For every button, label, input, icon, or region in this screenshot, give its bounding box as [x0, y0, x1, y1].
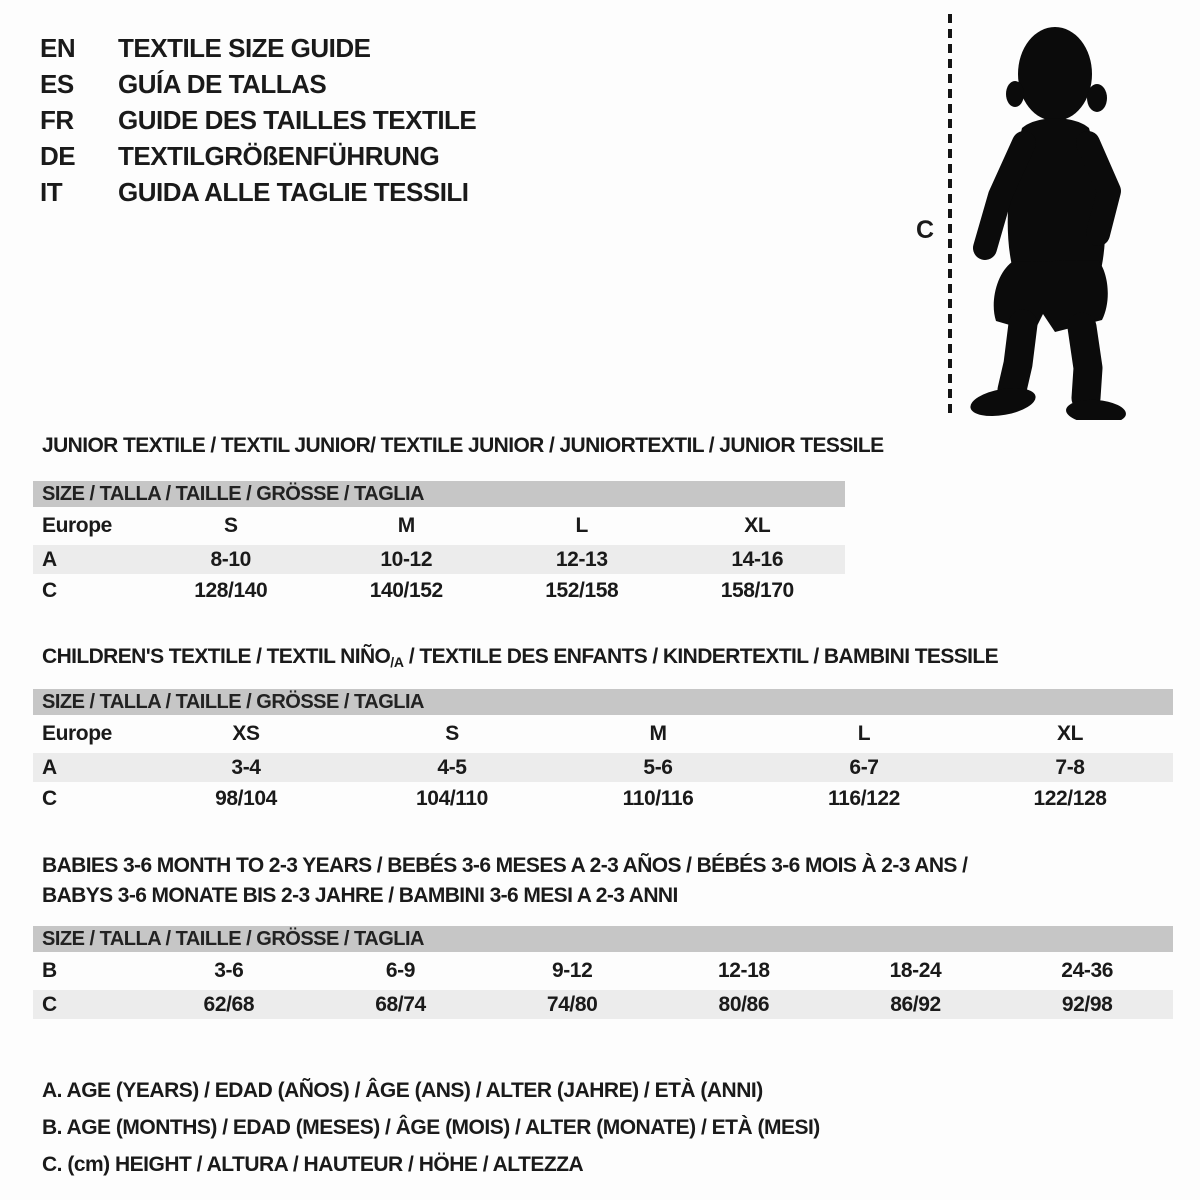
- table-row-europe: [33, 507, 845, 545]
- age-cell: 14-16: [731, 547, 784, 571]
- row-label: A: [42, 755, 57, 779]
- height-cell: 122/128: [1033, 787, 1107, 810]
- height-cell: 80/86: [718, 992, 770, 1016]
- height-cell: 86/92: [890, 992, 941, 1016]
- row-label: A: [42, 547, 57, 571]
- row-label: Europe: [42, 722, 112, 745]
- row-label: B: [42, 959, 57, 982]
- months-cell: 12-18: [717, 959, 770, 982]
- toddler-silhouette-icon: [962, 10, 1147, 420]
- table-row-age: [33, 753, 1173, 782]
- children-section-title: [42, 644, 998, 675]
- months-cell: 18-24: [889, 959, 942, 982]
- language-code: EN: [40, 33, 76, 63]
- age-cell: 3-4: [231, 755, 261, 779]
- guide-title-it: GUIDA ALLE TAGLIE TESSILI: [118, 177, 469, 207]
- age-cell: 10-12: [380, 547, 433, 571]
- table-row-months: [33, 952, 1173, 990]
- age-cell: 7-8: [1055, 755, 1085, 779]
- size-cell: XL: [1056, 722, 1084, 745]
- babies-section-title: [42, 851, 967, 911]
- size-cell: M: [397, 514, 415, 537]
- height-cell: 104/110: [416, 787, 488, 810]
- height-measure-label: C: [916, 216, 935, 244]
- height-cell: 98/104: [215, 787, 277, 810]
- children-title-part: / TEXTILE DES ENFANTS / KINDERTEXTIL / BAMBINI TESSILE: [403, 645, 999, 668]
- table-row-height: [33, 782, 1173, 816]
- size-header-bar: SIZE / TALLA / TAILLE / GRÖSSE / TAGLIA: [33, 481, 845, 507]
- language-code: DE: [40, 141, 76, 171]
- size-cell: M: [649, 722, 667, 745]
- size-header-bar: SIZE / TALLA / TAILLE / GRÖSSE / TAGLIA: [33, 926, 1173, 952]
- guide-title-es: GUÍA DE TALLAS: [118, 69, 327, 99]
- guide-title-en: TEXTILE SIZE GUIDE: [118, 33, 371, 63]
- height-cell: 140/152: [369, 579, 443, 602]
- legend-line-a: A. AGE (YEARS) / EDAD (AÑOS) / ÂGE (ANS) / ALTER (JAHRE) / ETÀ (ANNI): [42, 1079, 763, 1102]
- height-cell: 68/74: [375, 992, 426, 1016]
- months-cell: 6-9: [385, 959, 416, 982]
- junior-size-table: [33, 481, 845, 608]
- legend-block: [42, 1072, 820, 1183]
- row-label: Europe: [42, 514, 112, 537]
- row-label: C: [42, 579, 57, 602]
- row-label: C: [42, 992, 57, 1016]
- table-row-height: [33, 574, 845, 608]
- language-title-block: [40, 30, 476, 210]
- language-row-fr: [40, 102, 476, 138]
- babies-title-line1: BABIES 3-6 MONTH TO 2-3 YEARS / BEBÉS 3-6 MESES A 2-3 AÑOS / BÉBÉS 3-6 MOIS À 2-3 ANS /: [42, 854, 968, 877]
- size-cell: L: [575, 514, 588, 537]
- language-row-es: [40, 66, 476, 102]
- age-cell: 5-6: [643, 755, 673, 779]
- legend-line-c: C. (cm) HEIGHT / ALTURA / HAUTEUR / HÖHE / ALTEZZA: [42, 1153, 584, 1176]
- language-row-de: [40, 138, 476, 174]
- height-cell: 74/80: [546, 992, 598, 1016]
- size-cell: XS: [232, 722, 260, 745]
- table-row-height: [33, 990, 1173, 1019]
- babies-title-line2: BABYS 3-6 MONATE BIS 2-3 JAHRE / BAMBINI 3-6 MESI A 2-3 ANNI: [42, 884, 678, 907]
- children-title-part: CHILDREN'S TEXTILE / TEXTIL NIÑO: [42, 645, 391, 668]
- months-cell: 24-36: [1061, 959, 1114, 982]
- language-code: ES: [40, 69, 74, 99]
- age-cell: 4-5: [437, 755, 467, 779]
- children-size-table: [33, 689, 1173, 816]
- junior-section-title: JUNIOR TEXTILE / TEXTIL JUNIOR/ TEXTILE JUNIOR / JUNIORTEXTIL / JUNIOR TESSILE: [42, 434, 884, 457]
- age-cell: 12-13: [555, 547, 608, 571]
- dashed-measure-line: [948, 14, 952, 416]
- height-cell: 62/68: [203, 992, 255, 1016]
- table-row-europe: [33, 715, 1173, 753]
- table-row-age: [33, 545, 845, 574]
- height-cell: 110/116: [622, 787, 694, 810]
- height-cell: 158/170: [720, 579, 794, 602]
- size-cell: S: [223, 514, 238, 537]
- size-header-bar: SIZE / TALLA / TAILLE / GRÖSSE / TAGLIA: [33, 689, 1173, 715]
- row-label: C: [42, 787, 57, 810]
- height-cell: 116/122: [828, 787, 900, 810]
- size-cell: L: [857, 722, 871, 745]
- size-cell: XL: [744, 514, 771, 537]
- age-cell: 8-10: [210, 547, 251, 571]
- legend-line-b: B. AGE (MONTHS) / EDAD (MESES) / ÂGE (MOIS) / ALTER (MONATE) / ETÀ (MESI): [42, 1116, 820, 1139]
- size-cell: S: [445, 722, 459, 745]
- children-title-subscript: /A: [390, 654, 404, 670]
- guide-title-de: TEXTILGRÖßENFÜHRUNG: [118, 141, 440, 171]
- height-cell: 92/98: [1061, 992, 1113, 1016]
- height-cell: 128/140: [194, 579, 268, 602]
- language-row-it: [40, 174, 476, 210]
- months-cell: 9-12: [551, 959, 593, 982]
- guide-title-fr: GUIDE DES TAILLES TEXTILE: [118, 105, 477, 135]
- language-row-en: [40, 30, 476, 66]
- months-cell: 3-6: [214, 959, 244, 982]
- height-cell: 152/158: [545, 579, 619, 602]
- language-code: FR: [40, 105, 74, 135]
- language-code: IT: [40, 177, 63, 207]
- age-cell: 6-7: [849, 755, 879, 779]
- babies-size-table: [33, 926, 1173, 1019]
